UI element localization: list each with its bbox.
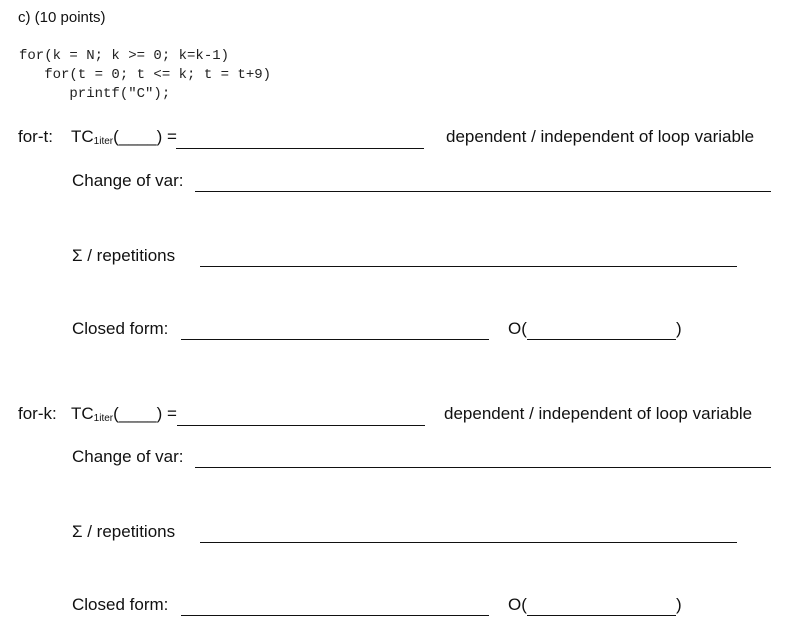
- tc-open: (: [113, 404, 119, 423]
- tc-open: (: [113, 127, 119, 146]
- question-heading: c) (10 points): [18, 9, 106, 26]
- tc-close: ) =: [156, 404, 177, 423]
- big-o-line[interactable]: [527, 339, 676, 340]
- tc-1iter-label: [71, 404, 177, 424]
- tc-prefix: TC: [71, 127, 94, 146]
- change-of-var-label: Change of var:: [72, 171, 184, 190]
- closed-form-line[interactable]: [181, 615, 489, 616]
- closed-form-label: Closed form:: [72, 319, 169, 338]
- code-line: for(k = N; k >= 0; k=k-1): [19, 48, 230, 64]
- big-o-line[interactable]: [527, 615, 676, 616]
- change-of-var-line[interactable]: [195, 467, 771, 468]
- sum-repetitions-line[interactable]: [200, 266, 737, 267]
- big-o-open: O(: [508, 595, 527, 614]
- code-block: [19, 47, 271, 104]
- dependency-text: dependent / independent of loop variable: [444, 404, 753, 423]
- tc-blank[interactable]: ____: [118, 127, 157, 146]
- loop-label: for-k:: [18, 404, 57, 423]
- code-line: printf("C");: [19, 86, 171, 102]
- tc-answer-line[interactable]: [176, 148, 424, 149]
- sum-repetitions-line[interactable]: [200, 542, 737, 543]
- closed-form-label: Closed form:: [72, 595, 169, 614]
- tc-1iter-label: [71, 127, 177, 147]
- tc-answer-line[interactable]: [177, 425, 425, 426]
- tc-prefix: TC: [71, 404, 94, 423]
- dependency-text: dependent / independent of loop variable: [446, 127, 755, 146]
- closed-form-line[interactable]: [181, 339, 489, 340]
- big-o-close: ): [676, 319, 682, 338]
- loop-label: for-t:: [18, 127, 53, 146]
- code-line: for(t = 0; t <= k; t = t+9): [19, 67, 272, 83]
- tc-close: ) =: [156, 127, 177, 146]
- tc-subscript: 1iter: [93, 136, 114, 147]
- big-o-close: ): [676, 595, 682, 614]
- sum-repetitions-label: Σ / repetitions: [72, 246, 176, 265]
- sum-repetitions-label: Σ / repetitions: [72, 522, 176, 541]
- change-of-var-line[interactable]: [195, 191, 771, 192]
- big-o-open: O(: [508, 319, 527, 338]
- tc-subscript: 1iter: [93, 413, 114, 424]
- tc-blank[interactable]: ____: [118, 404, 157, 423]
- change-of-var-label: Change of var:: [72, 447, 184, 466]
